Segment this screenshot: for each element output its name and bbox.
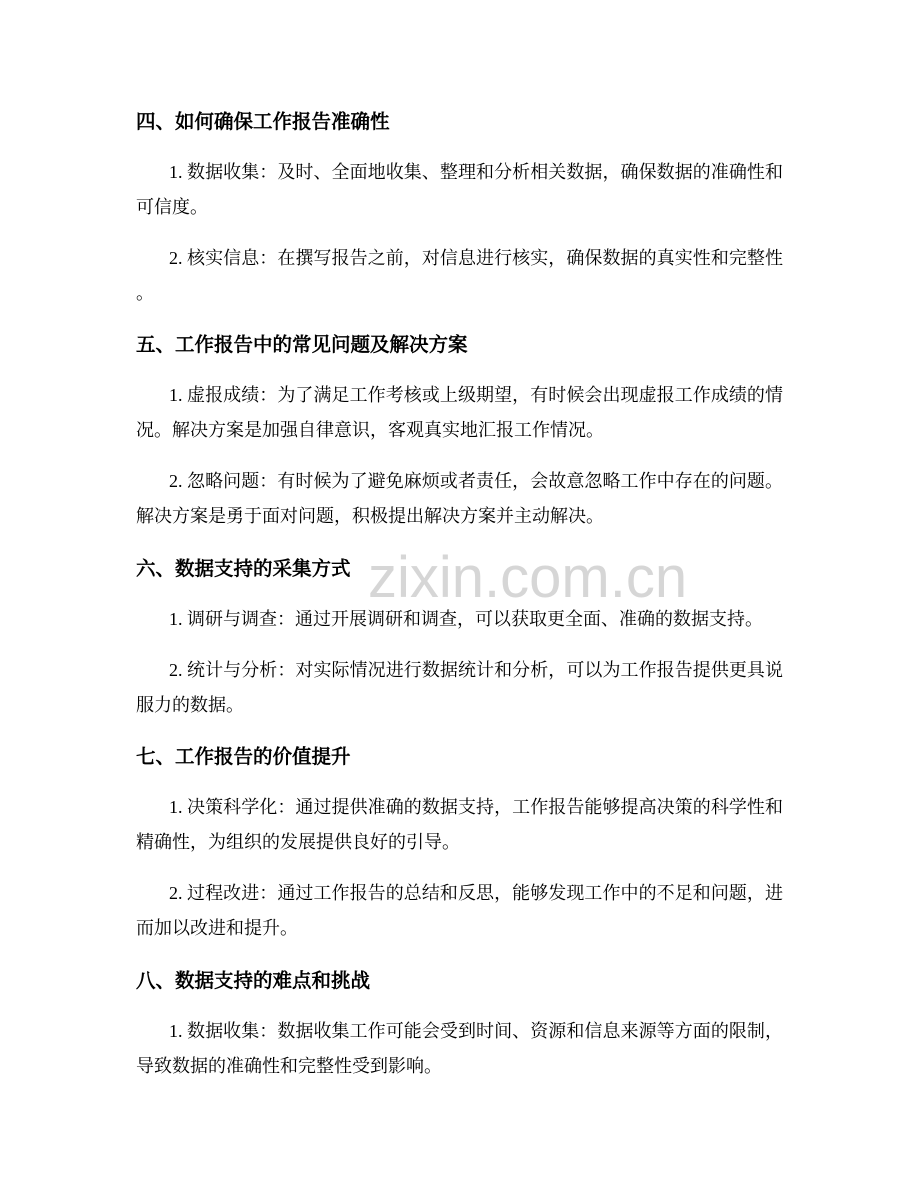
- section-heading: 七、工作报告的价值提升: [136, 746, 351, 768]
- watermark: zixin.com.cn: [368, 545, 688, 610]
- section-item: 2. 核实信息：在撰写报告之前，对信息进行核实，确保数据的真实性和完整性。: [136, 247, 783, 303]
- section-heading: 四、如何确保工作报告准确性: [136, 110, 390, 133]
- section-item: 1. 虚报成绩：为了满足工作考核或上级期望，有时候会出现虚报工作成绩的情况。解决方案是加强自律意识，客观真实地汇报工作情况。: [136, 385, 783, 440]
- section-item: 1. 决策科学化：通过提供准确的数据支持，工作报告能够提高决策的科学性和精确性，为组织的发展提供良好的引导。: [136, 797, 783, 852]
- section-item: 2. 过程改进：通过工作报告的总结和反思，能够发现工作中的不足和问题，进而加以改进和提升。: [136, 883, 783, 938]
- section-data-collection-methods: [136, 552, 783, 723]
- section-accuracy: [136, 105, 783, 311]
- section-item: 1. 数据收集：数据收集工作可能会受到时间、资源和信息来源等方面的限制，导致数据的准确性和完整性受到影响。: [136, 1020, 783, 1076]
- section-value-improvement: [136, 740, 783, 946]
- section-heading: 八、数据支持的难点和挑战: [136, 969, 371, 992]
- section-item: 2. 忽略问题：有时候为了避免麻烦或者责任，会故意忽略工作中存在的问题。解决方案是勇于面对问题，积极提出解决方案并主动解决。: [136, 471, 783, 526]
- document-body: [136, 0, 783, 1100]
- section-heading: 六、数据支持的采集方式: [136, 557, 351, 580]
- section-common-problems: [136, 328, 783, 534]
- section-item: 2. 统计与分析：对实际情况进行数据统计和分析，可以为工作报告提供更具说服力的数据。: [136, 659, 783, 715]
- section-item: 1. 调研与调查：通过开展调研和调查，可以获取更全面、准确的数据支持。: [169, 608, 763, 629]
- section-heading: 五、工作报告中的常见问题及解决方案: [136, 334, 468, 356]
- section-item: 1. 数据收集：及时、全面地收集、整理和分析相关数据，确保数据的准确性和可信度。: [136, 161, 783, 217]
- section-difficulties: [136, 964, 783, 1084]
